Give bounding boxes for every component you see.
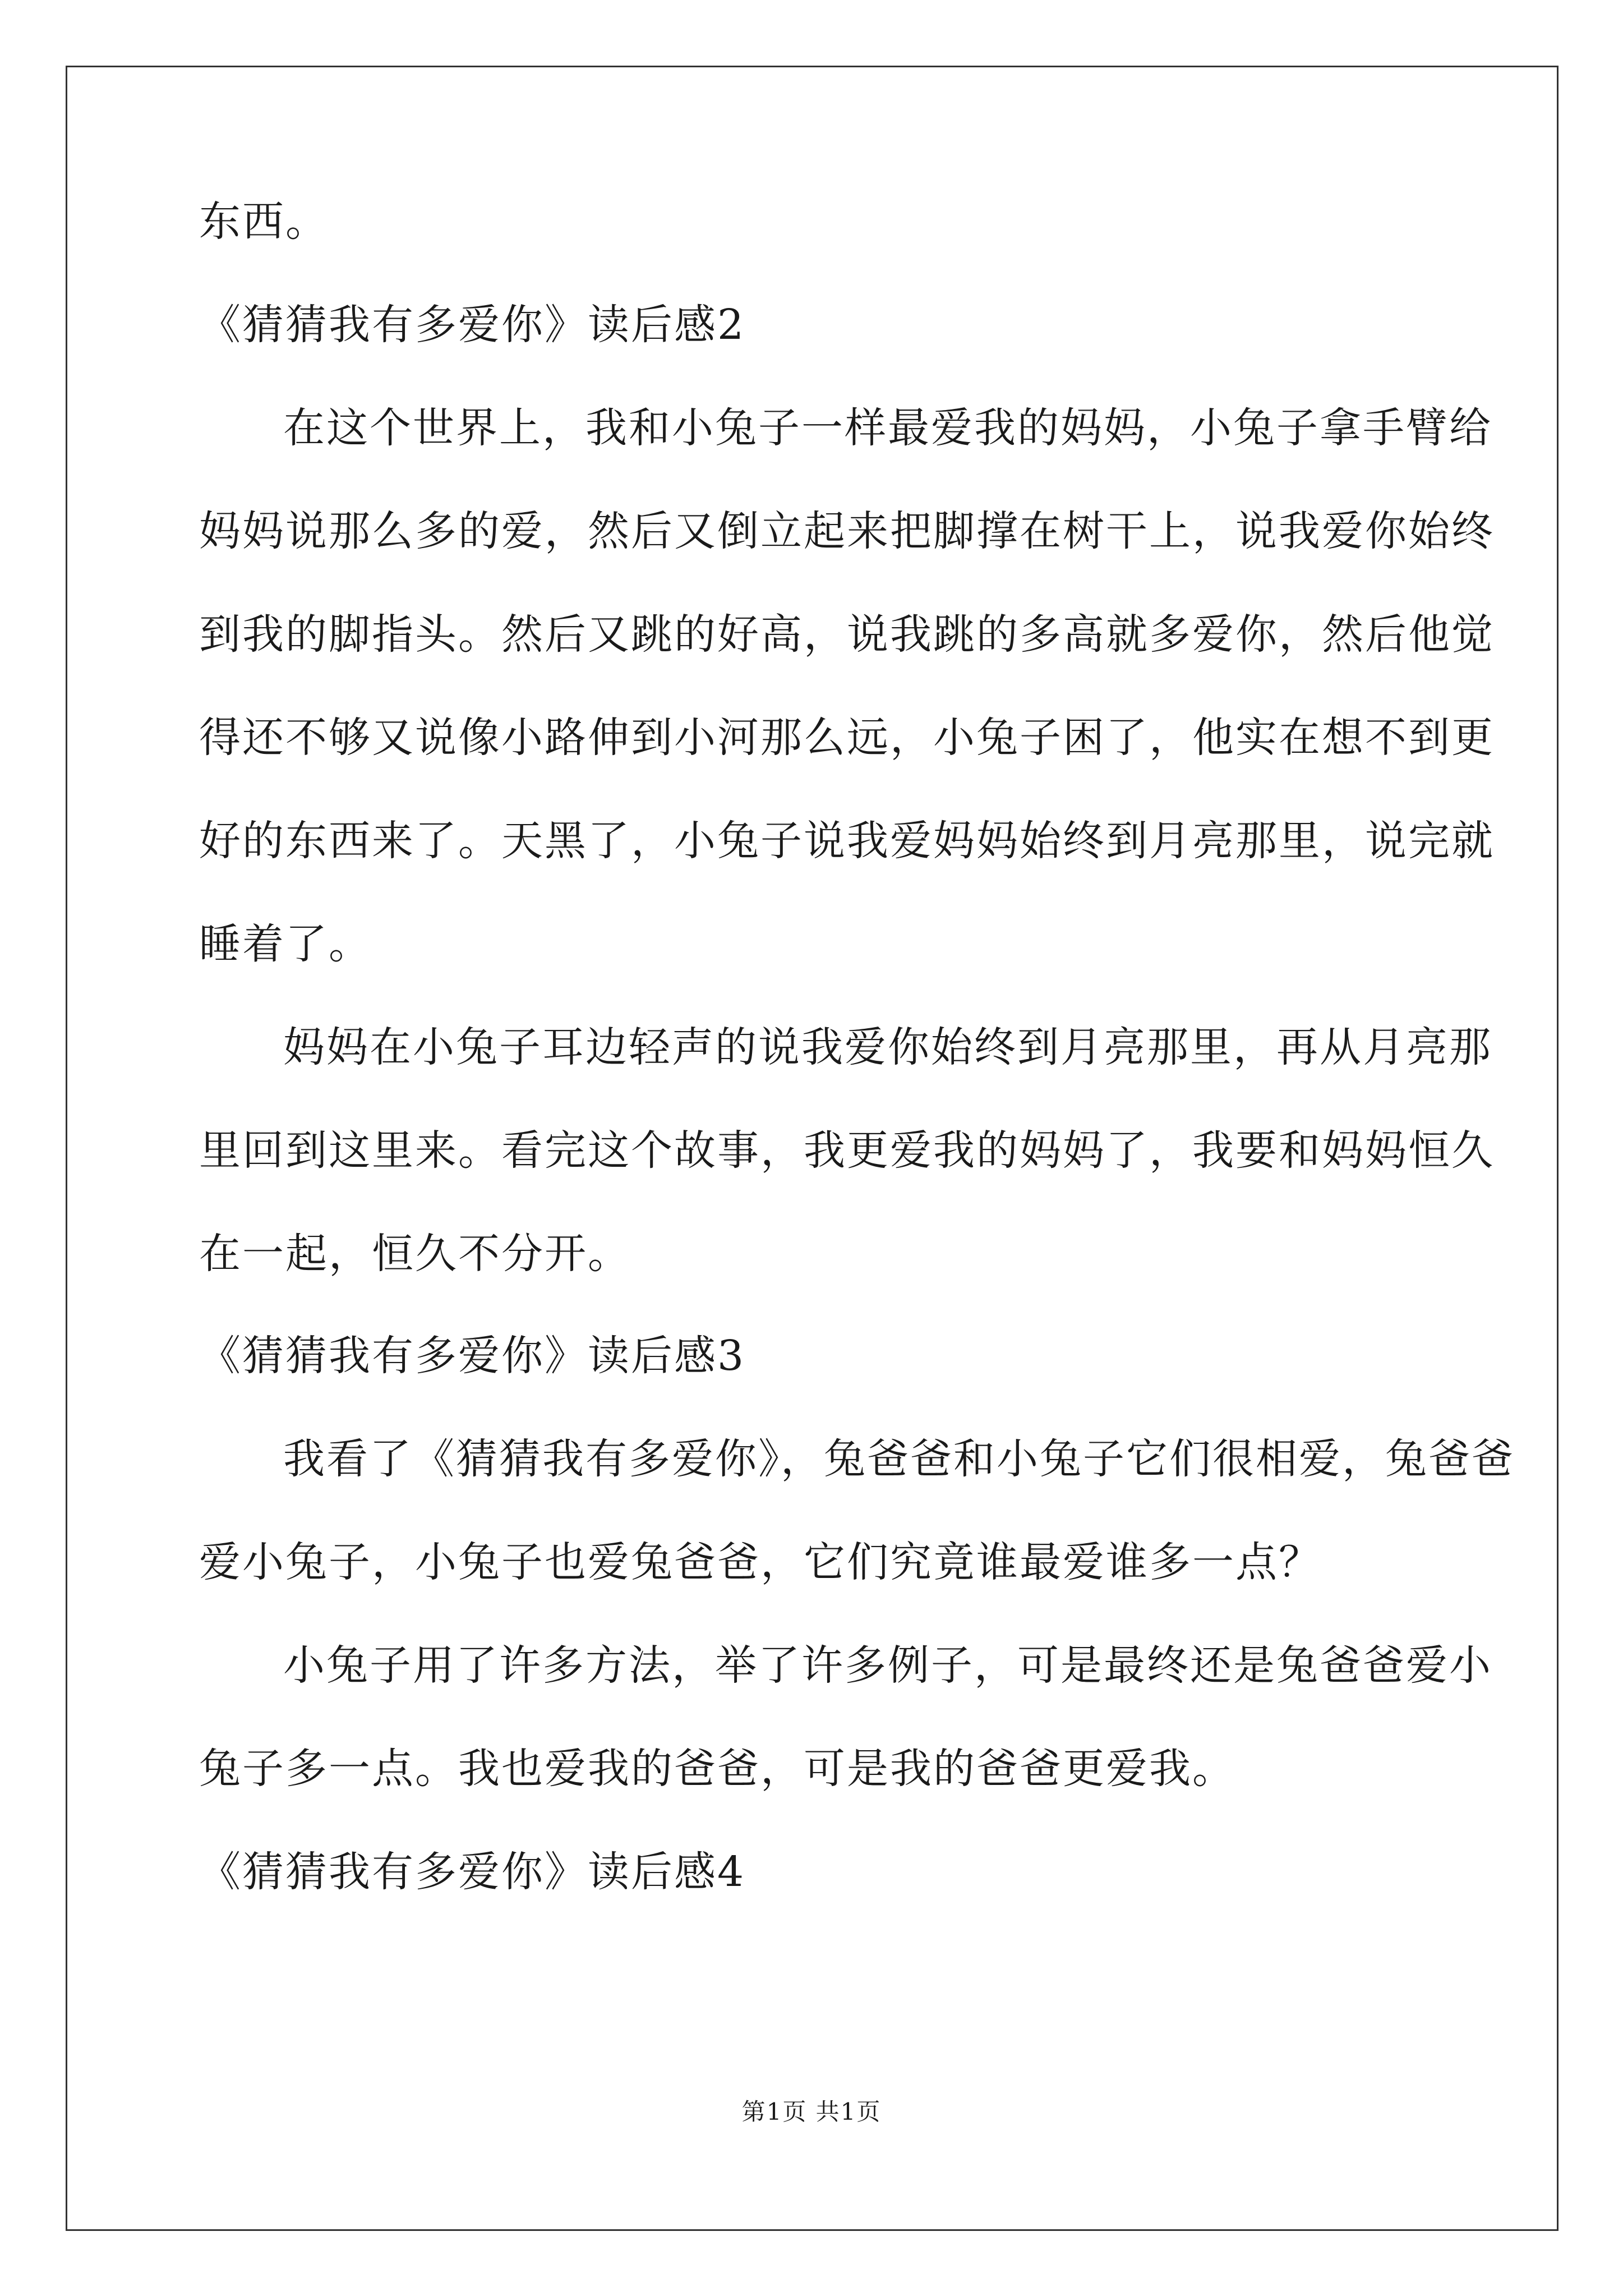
- text-line: 在一起，恒久不分开。: [199, 1230, 631, 1278]
- section-heading: 《猜猜我有多爱你》读后感4: [199, 1848, 746, 1896]
- text-line: 在这个世界上，我和小兔子一样最爱我的妈妈，小兔子拿手臂给: [283, 404, 1492, 452]
- text-line: 小兔子用了许多方法，举了许多例子，可是最终还是兔爸爸爱小: [283, 1641, 1492, 1690]
- text-line: 兔子多一点。我也爱我的爸爸，可是我的爸爸更爱我。: [199, 1745, 1235, 1793]
- page-number-footer: 第1页 共1页: [741, 2098, 882, 2125]
- text-line: 我看了《猜猜我有多爱你》，兔爸爸和小兔子它们很相爱，兔爸爸: [283, 1435, 1515, 1483]
- text-line: 东西。: [199, 197, 329, 246]
- text-line: 妈妈在小兔子耳边轻声的说我爱你始终到月亮那里，再从月亮那: [283, 1023, 1492, 1071]
- text-line: 到我的脚指头。然后又跳的好高，说我跳的多高就多爱你，然后他觉: [199, 610, 1495, 659]
- text-line: 里回到这里来。看完这个故事，我更爱我的妈妈了，我要和妈妈恒久: [199, 1126, 1495, 1175]
- section-heading: 《猜猜我有多爱你》读后感2: [199, 301, 746, 349]
- text-line: 爱小兔子，小兔子也爱兔爸爸，它们究竟谁最爱谁多一点？: [199, 1538, 1322, 1586]
- text-line: 得还不够又说像小路伸到小河那么远，小兔子困了，他实在想不到更: [199, 714, 1495, 762]
- text-line: 好的东西来了。天黑了，小兔子说我爱妈妈始终到月亮那里，说完就: [199, 817, 1495, 865]
- text-line: 妈妈说那么多的爱，然后又倒立起来把脚撑在树干上，说我爱你始终: [199, 507, 1495, 555]
- text-line: 睡着了。: [199, 920, 372, 968]
- section-heading: 《猜猜我有多爱你》读后感3: [199, 1332, 746, 1380]
